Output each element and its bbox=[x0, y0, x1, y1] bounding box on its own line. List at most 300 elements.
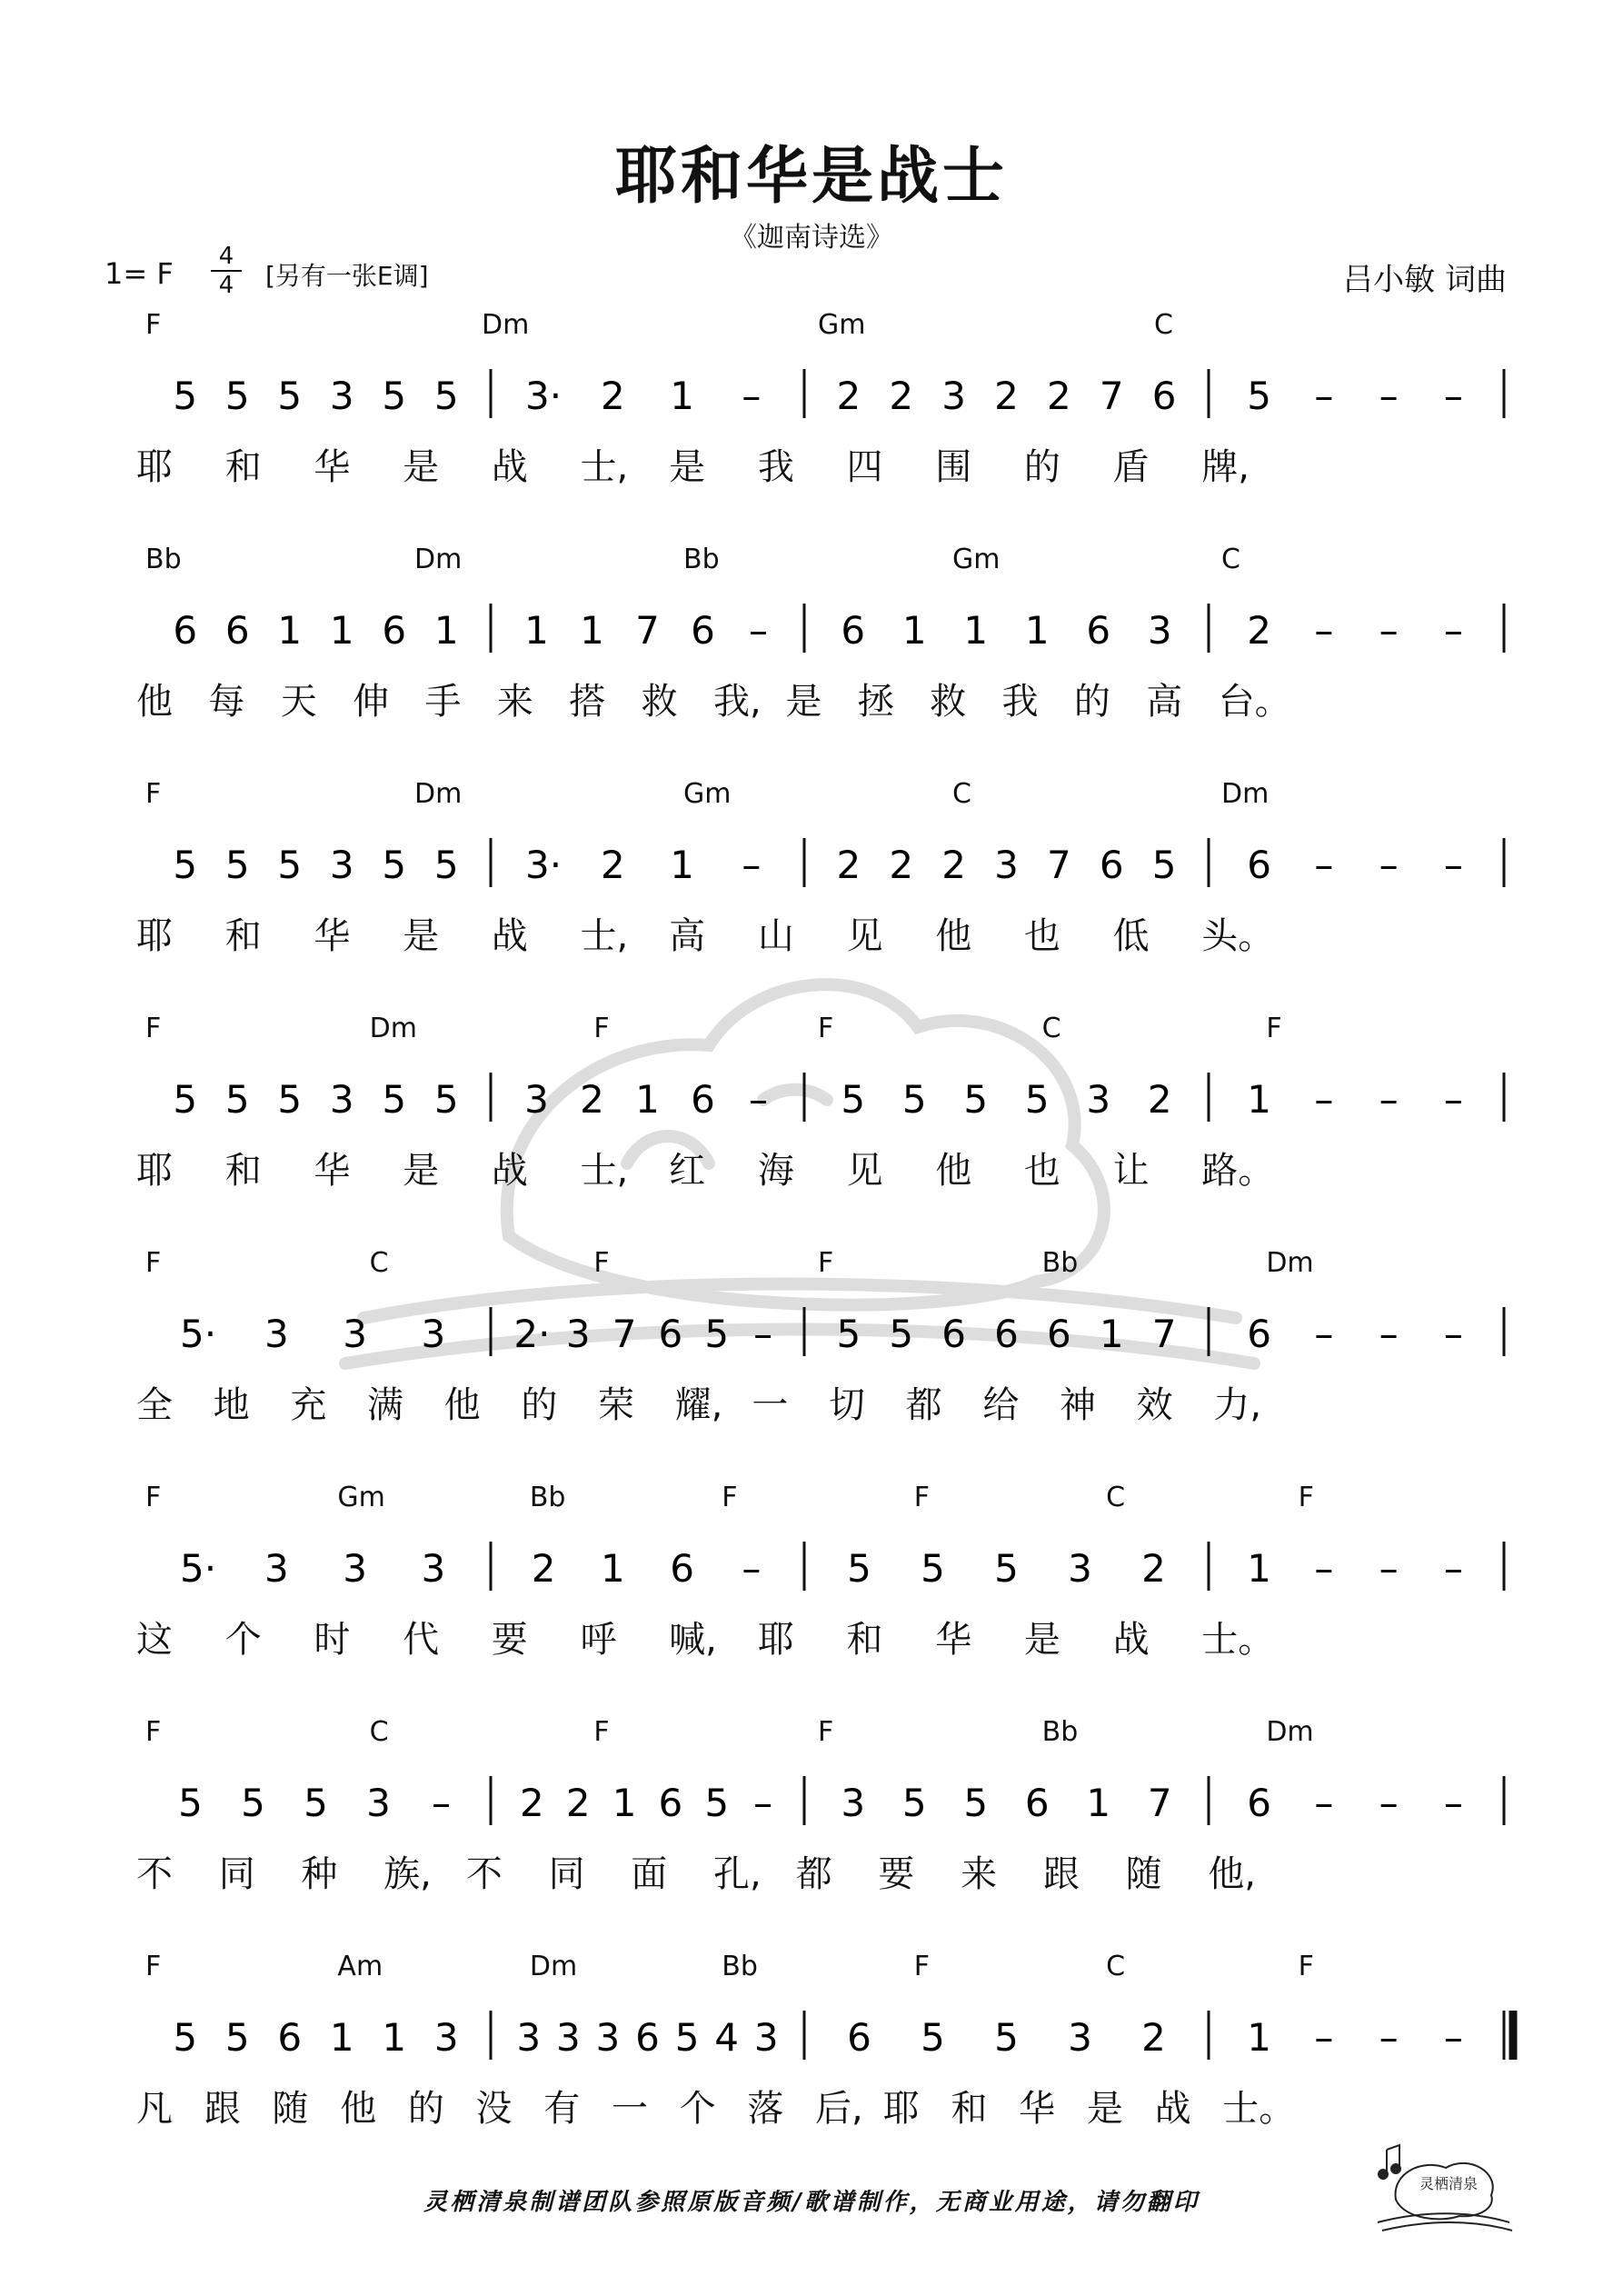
lyric-char: 拯 bbox=[857, 681, 894, 723]
note: – bbox=[1443, 1781, 1463, 1825]
note: – bbox=[742, 1546, 762, 1591]
note: 1 bbox=[601, 1546, 625, 1591]
note: 5· bbox=[180, 1546, 217, 1591]
note: 1 bbox=[1024, 608, 1050, 653]
note: 3 bbox=[421, 1312, 446, 1356]
chord-symbol: Bb bbox=[145, 544, 182, 575]
note: 6 bbox=[1086, 608, 1111, 653]
lyric-char: 我 bbox=[1001, 681, 1039, 723]
chord-symbol: C bbox=[952, 778, 971, 810]
chord-symbol: F bbox=[145, 1247, 162, 1279]
time-signature-top: 4 bbox=[218, 243, 234, 270]
note: 5 bbox=[173, 843, 198, 887]
chord-symbol: F bbox=[818, 1716, 834, 1748]
note: – bbox=[1443, 374, 1463, 418]
lyric-char: 喊, bbox=[669, 1619, 717, 1661]
note: 3 bbox=[343, 1312, 367, 1356]
lyric-char: 这 bbox=[136, 1619, 173, 1661]
song-title: 耶和华是战士 bbox=[614, 141, 1008, 213]
lyric-char: 的 bbox=[1073, 681, 1110, 723]
lyric-char: 落 bbox=[747, 2088, 784, 2130]
lyric-char: 耶 bbox=[136, 915, 173, 957]
lyric-char: 海 bbox=[757, 1150, 794, 1192]
note: – bbox=[1379, 2015, 1399, 2060]
note: 5 bbox=[836, 1312, 861, 1356]
note: 2 bbox=[836, 843, 861, 887]
note: – bbox=[1314, 1781, 1334, 1825]
note: 5 bbox=[178, 1781, 203, 1825]
note: 2 bbox=[1141, 1546, 1166, 1591]
lyric-char: 耶 bbox=[136, 446, 173, 488]
note: 1 bbox=[1086, 1781, 1111, 1825]
chord-symbol: Bb bbox=[1041, 1716, 1079, 1748]
note: 2 bbox=[520, 1781, 544, 1825]
note: 6 bbox=[1099, 843, 1124, 887]
key-signature: 1= F bbox=[105, 256, 174, 291]
chord-symbol: F bbox=[593, 1247, 610, 1279]
note: 6 bbox=[1247, 843, 1271, 887]
note: 5 bbox=[994, 2015, 1019, 2060]
note: 6 bbox=[841, 608, 866, 653]
lyric-char: 盾 bbox=[1112, 446, 1150, 488]
chord-symbol: Dm bbox=[482, 309, 530, 341]
note: 5 bbox=[889, 1312, 914, 1356]
note: 2 bbox=[1247, 608, 1271, 653]
note: 3 bbox=[366, 1781, 391, 1825]
lyric-char: 个 bbox=[679, 2088, 716, 2130]
note: – bbox=[1314, 1546, 1334, 1591]
lyric-char: 华 bbox=[314, 915, 351, 957]
note: – bbox=[1314, 2015, 1334, 2060]
note: 3 bbox=[516, 2015, 542, 2060]
note: 3 bbox=[264, 1312, 289, 1356]
lyric-char: 不 bbox=[136, 1853, 173, 1895]
lyric-char: 山 bbox=[757, 915, 794, 957]
note: 3 bbox=[329, 843, 354, 887]
note: 5 bbox=[841, 1077, 866, 1122]
lyric-char: 随 bbox=[1125, 1853, 1162, 1895]
note: 3 bbox=[421, 1546, 446, 1591]
note: 5 bbox=[963, 1077, 989, 1122]
note: 3 bbox=[565, 1312, 591, 1356]
note: 6 bbox=[635, 2015, 660, 2060]
chord-symbol: Gm bbox=[818, 309, 866, 341]
note: 7 bbox=[1147, 1781, 1172, 1825]
note: 2 bbox=[565, 1781, 591, 1825]
note: 3 bbox=[941, 374, 966, 418]
chord-symbol: F bbox=[145, 1951, 162, 1982]
lyric-char: 没 bbox=[475, 2088, 513, 2130]
chord-symbol: F bbox=[913, 1482, 930, 1513]
chord-symbol: Dm bbox=[414, 544, 463, 575]
note: 5 bbox=[304, 1781, 328, 1825]
note: 5 bbox=[224, 374, 250, 418]
note: 1 bbox=[433, 608, 459, 653]
chord-symbol: C bbox=[369, 1247, 389, 1279]
lyric-char: 凡 bbox=[136, 2088, 173, 2130]
lyric-char: 华 bbox=[935, 1619, 972, 1661]
score-system bbox=[0, 1247, 1623, 1474]
lyric-char: 围 bbox=[935, 446, 972, 488]
note: – bbox=[1443, 608, 1463, 653]
note: 1 bbox=[382, 2015, 407, 2060]
lyric-char: 耶 bbox=[882, 2088, 920, 2130]
note: 1 bbox=[612, 1781, 637, 1825]
score-system bbox=[0, 1013, 1623, 1240]
lyric-char: 一 bbox=[752, 1384, 789, 1426]
lyric-char: 伸 bbox=[353, 681, 390, 723]
note: 3· bbox=[525, 843, 563, 887]
lyric-char: 跟 bbox=[204, 2088, 241, 2130]
chord-symbol: C bbox=[1106, 1951, 1126, 1982]
note: 6 bbox=[691, 1077, 715, 1122]
note: 1 bbox=[901, 608, 927, 653]
note: – bbox=[742, 843, 762, 887]
note: 6 bbox=[1151, 374, 1177, 418]
lyric-char: 神 bbox=[1060, 1384, 1096, 1426]
note: 5 bbox=[674, 2015, 700, 2060]
note: 5 bbox=[277, 374, 303, 418]
lyric-char: 让 bbox=[1112, 1150, 1150, 1192]
note: 2 bbox=[1147, 1077, 1172, 1122]
chord-symbol: Gm bbox=[337, 1482, 385, 1513]
note: 6 bbox=[658, 1781, 683, 1825]
note: 2 bbox=[580, 1077, 604, 1122]
lyric-char: 代 bbox=[403, 1619, 440, 1661]
note: 2 bbox=[601, 374, 625, 418]
lyric-char: 切 bbox=[829, 1384, 865, 1426]
note: 6 bbox=[941, 1312, 966, 1356]
note: 7 bbox=[635, 608, 660, 653]
chord-symbol: F bbox=[593, 1013, 610, 1044]
lyric-char: 地 bbox=[213, 1384, 250, 1426]
lyric-char: 他 bbox=[935, 915, 972, 957]
note: 2 bbox=[889, 374, 914, 418]
note: 5 bbox=[224, 2015, 250, 2060]
lyric-char: 他 bbox=[443, 1384, 481, 1426]
chord-symbol: F bbox=[145, 778, 162, 810]
note: 5 bbox=[173, 1077, 198, 1122]
lyric-char: 每 bbox=[208, 681, 245, 723]
lyric-char: 和 bbox=[846, 1619, 883, 1661]
note: 1 bbox=[670, 843, 694, 887]
chord-symbol: Bb bbox=[683, 544, 720, 575]
note: 6 bbox=[847, 2015, 871, 2060]
note: – bbox=[1314, 374, 1334, 418]
note: – bbox=[1443, 1312, 1463, 1356]
chord-symbol: C bbox=[1106, 1482, 1126, 1513]
note: – bbox=[1314, 843, 1334, 887]
note: 6 bbox=[277, 2015, 303, 2060]
note: 5 bbox=[224, 1077, 250, 1122]
lyric-char: 全 bbox=[136, 1384, 173, 1426]
note: 5 bbox=[921, 1546, 945, 1591]
note: 1 bbox=[524, 608, 549, 653]
note: 3· bbox=[525, 374, 563, 418]
note-row bbox=[0, 1994, 1623, 2112]
note: 5 bbox=[704, 1781, 730, 1825]
note: 5 bbox=[1151, 843, 1177, 887]
note: 3 bbox=[1068, 1546, 1092, 1591]
lyric-char: 救 bbox=[930, 681, 967, 723]
lyric-char: 也 bbox=[1023, 1150, 1060, 1192]
lyric-char: 华 bbox=[314, 446, 351, 488]
note: 1 bbox=[1247, 2015, 1271, 2060]
note: – bbox=[1379, 1077, 1399, 1122]
note: – bbox=[1443, 1546, 1463, 1591]
chord-symbol: Dm bbox=[1266, 1716, 1314, 1748]
lyric-char: 是 bbox=[1086, 2088, 1123, 2130]
note: – bbox=[1443, 1077, 1463, 1122]
note: 6 bbox=[1047, 1312, 1071, 1356]
note: 5 bbox=[994, 1546, 1019, 1591]
note: 1 bbox=[1099, 1312, 1124, 1356]
lyric-char: 他, bbox=[1208, 1853, 1256, 1895]
chord-symbol: Dm bbox=[1221, 778, 1270, 810]
lyric-char: 他 bbox=[935, 1150, 972, 1192]
note: 2 bbox=[531, 1546, 556, 1591]
note: – bbox=[1379, 843, 1399, 887]
note: 5 bbox=[704, 1312, 730, 1356]
note: 5 bbox=[1247, 374, 1271, 418]
note: 3 bbox=[433, 2015, 459, 2060]
chord-symbol: F bbox=[593, 1716, 610, 1748]
note: 2 bbox=[1047, 374, 1071, 418]
note: – bbox=[1314, 1312, 1334, 1356]
lyric-char: 耶 bbox=[757, 1619, 794, 1661]
lyric-char: 满 bbox=[367, 1384, 403, 1426]
note: 3 bbox=[994, 843, 1019, 887]
note: 6 bbox=[224, 608, 250, 653]
lyric-char: 是 bbox=[403, 1150, 440, 1192]
note: 5 bbox=[382, 1077, 407, 1122]
lyric-char: 搭 bbox=[569, 681, 606, 723]
lyric-char: 同 bbox=[218, 1853, 255, 1895]
note: 3 bbox=[329, 1077, 354, 1122]
note: 4 bbox=[714, 2015, 739, 2060]
lyric-char: 华 bbox=[314, 1150, 351, 1192]
chord-symbol: Dm bbox=[1266, 1247, 1314, 1279]
lyric-char: 他 bbox=[136, 681, 173, 723]
lyric-char: 我, bbox=[713, 681, 762, 723]
lyric-char: 孔, bbox=[713, 1853, 762, 1895]
note: – bbox=[1443, 2015, 1463, 2060]
note: – bbox=[1314, 608, 1334, 653]
chord-symbol: Gm bbox=[683, 778, 732, 810]
note: 1 bbox=[277, 608, 303, 653]
lyric-char: 见 bbox=[846, 1150, 883, 1192]
score-system bbox=[0, 544, 1623, 771]
note: – bbox=[742, 374, 762, 418]
lyric-char: 荣 bbox=[598, 1384, 634, 1426]
lyric-char: 来 bbox=[961, 1853, 998, 1895]
note: 3 bbox=[264, 1546, 289, 1591]
chord-symbol: Bb bbox=[1041, 1247, 1079, 1279]
note: 7 bbox=[1151, 1312, 1177, 1356]
chord-symbol: F bbox=[1298, 1482, 1314, 1513]
note: 5· bbox=[180, 1312, 217, 1356]
note: – bbox=[753, 1781, 773, 1825]
lyric-char: 要 bbox=[491, 1619, 528, 1661]
chord-symbol: C bbox=[1221, 544, 1240, 575]
chord-symbol: Dm bbox=[529, 1951, 578, 1982]
lyric-char: 华 bbox=[1019, 2088, 1056, 2130]
note: 1 bbox=[329, 2015, 354, 2060]
note: 6 bbox=[691, 608, 715, 653]
chord-symbol: C bbox=[369, 1716, 389, 1748]
lyric-char: 和 bbox=[951, 2088, 988, 2130]
lyric-char: 力, bbox=[1213, 1384, 1262, 1426]
footer-note: 灵栖清泉制谱团队参照原版音频/歌谱制作，无商业用途，请勿翻印 bbox=[423, 2189, 1200, 2216]
note: – bbox=[749, 608, 768, 653]
lyric-char: 牌, bbox=[1201, 446, 1250, 488]
note: 5 bbox=[382, 374, 407, 418]
note: 3 bbox=[329, 374, 354, 418]
note: 5 bbox=[433, 374, 459, 418]
note: – bbox=[1379, 1312, 1399, 1356]
lyric-char: 是 bbox=[785, 681, 822, 723]
time-signature bbox=[211, 244, 242, 298]
note: – bbox=[753, 1312, 773, 1356]
lyric-char: 战 bbox=[491, 1150, 528, 1192]
note: 2 bbox=[994, 374, 1019, 418]
lyric-char: 是 bbox=[403, 915, 440, 957]
lyric-char: 不 bbox=[465, 1853, 503, 1895]
chord-symbol: Dm bbox=[369, 1013, 417, 1044]
lyric-char: 战 bbox=[491, 915, 528, 957]
note: 5 bbox=[241, 1781, 265, 1825]
chord-symbol: F bbox=[145, 1716, 162, 1748]
lyric-char: 战 bbox=[1112, 1619, 1150, 1661]
chord-symbol: F bbox=[145, 1013, 162, 1044]
note: 3 bbox=[1086, 1077, 1111, 1122]
lyric-char: 也 bbox=[1023, 915, 1060, 957]
note: 1 bbox=[963, 608, 989, 653]
note: 6 bbox=[994, 1312, 1019, 1356]
lyric-char: 战 bbox=[491, 446, 528, 488]
note: – bbox=[749, 1077, 768, 1122]
lyric-char: 要 bbox=[878, 1853, 915, 1895]
note: 3 bbox=[1068, 2015, 1092, 2060]
lyric-char: 都 bbox=[905, 1384, 942, 1426]
note: 1 bbox=[635, 1077, 660, 1122]
note: 6 bbox=[670, 1546, 694, 1591]
lyric-char: 士, bbox=[580, 1150, 629, 1192]
lyric-char: 和 bbox=[224, 446, 262, 488]
note: 5 bbox=[224, 843, 250, 887]
note: 5 bbox=[1024, 1077, 1050, 1122]
note: 1 bbox=[580, 608, 604, 653]
lyric-char: 充 bbox=[290, 1384, 327, 1426]
lyric-char: 手 bbox=[424, 681, 462, 723]
note: 3 bbox=[753, 2015, 779, 2060]
note: 6 bbox=[658, 1312, 683, 1356]
note: 5 bbox=[901, 1077, 927, 1122]
chord-symbol: Dm bbox=[414, 778, 463, 810]
chord-symbol: Bb bbox=[722, 1951, 758, 1982]
alt-key-note: [另有一张E调] bbox=[265, 261, 429, 291]
lyric-char: 红 bbox=[669, 1150, 706, 1192]
note: 6 bbox=[173, 608, 198, 653]
note: 5 bbox=[847, 1546, 871, 1591]
song-subtitle: 《迦南诗选》 bbox=[730, 222, 893, 254]
score-system bbox=[0, 778, 1623, 1005]
note: – bbox=[1314, 1077, 1334, 1122]
note: 3 bbox=[595, 2015, 621, 2060]
chord-symbol: F bbox=[1266, 1013, 1282, 1044]
lyric-char: 头。 bbox=[1201, 915, 1275, 957]
note: 5 bbox=[277, 1077, 303, 1122]
lyric-char: 高 bbox=[669, 915, 706, 957]
chord-symbol: F bbox=[722, 1482, 738, 1513]
chord-symbol: F bbox=[145, 309, 162, 341]
lyric-char: 是 bbox=[1023, 1619, 1060, 1661]
chord-symbol: C bbox=[1041, 1013, 1061, 1044]
lyric-char: 是 bbox=[403, 446, 440, 488]
lyric-char: 后, bbox=[815, 2088, 863, 2130]
chord-symbol: F bbox=[913, 1951, 930, 1982]
note: – bbox=[432, 1781, 451, 1825]
note: 2· bbox=[513, 1312, 551, 1356]
note: 1 bbox=[1247, 1077, 1271, 1122]
note: 2 bbox=[836, 374, 861, 418]
lyric-char: 一 bbox=[611, 2088, 648, 2130]
lyric-char: 路。 bbox=[1201, 1150, 1275, 1192]
note: 2 bbox=[601, 843, 625, 887]
lyric-char: 的 bbox=[1023, 446, 1060, 488]
note: 6 bbox=[1024, 1781, 1050, 1825]
lingqi-logo-icon bbox=[1369, 2136, 1514, 2236]
chord-symbol: Am bbox=[337, 1951, 383, 1982]
note: 7 bbox=[1047, 843, 1071, 887]
note: 5 bbox=[382, 843, 407, 887]
note: 5 bbox=[921, 2015, 945, 2060]
lyric-char: 都 bbox=[795, 1853, 832, 1895]
note: 5 bbox=[173, 374, 198, 418]
lyric-char: 低 bbox=[1112, 915, 1150, 957]
lyric-char: 给 bbox=[982, 1384, 1020, 1426]
note: 3 bbox=[343, 1546, 367, 1591]
score-system bbox=[0, 1716, 1623, 1943]
chord-symbol: F bbox=[145, 1482, 162, 1513]
lyric-char: 我 bbox=[757, 446, 794, 488]
lyric-char: 耀, bbox=[674, 1384, 723, 1426]
note: 5 bbox=[433, 843, 459, 887]
note: 2 bbox=[941, 843, 966, 887]
lyric-char: 和 bbox=[224, 1150, 262, 1192]
chord-symbol: F bbox=[1298, 1951, 1314, 1982]
lyric-char: 战 bbox=[1154, 2088, 1191, 2130]
chord-symbol: Gm bbox=[952, 544, 1001, 575]
note: 7 bbox=[1099, 374, 1124, 418]
note: 3 bbox=[524, 1077, 549, 1122]
lyric-char: 和 bbox=[224, 915, 262, 957]
note: 1 bbox=[1247, 1546, 1271, 1591]
chord-symbol: F bbox=[818, 1247, 834, 1279]
note: 6 bbox=[382, 608, 407, 653]
note: – bbox=[1379, 608, 1399, 653]
note: 3 bbox=[556, 2015, 581, 2060]
lyric-char: 随 bbox=[272, 2088, 309, 2130]
chord-symbol: C bbox=[1154, 309, 1173, 341]
lyric-char: 士。 bbox=[1222, 2088, 1296, 2130]
lyric-char: 见 bbox=[846, 915, 883, 957]
lyric-char: 个 bbox=[224, 1619, 262, 1661]
lyric-char: 种 bbox=[301, 1853, 338, 1895]
note: – bbox=[1379, 1546, 1399, 1591]
note: 3 bbox=[1147, 608, 1172, 653]
logo-text: 灵栖清泉 bbox=[1419, 2175, 1479, 2192]
